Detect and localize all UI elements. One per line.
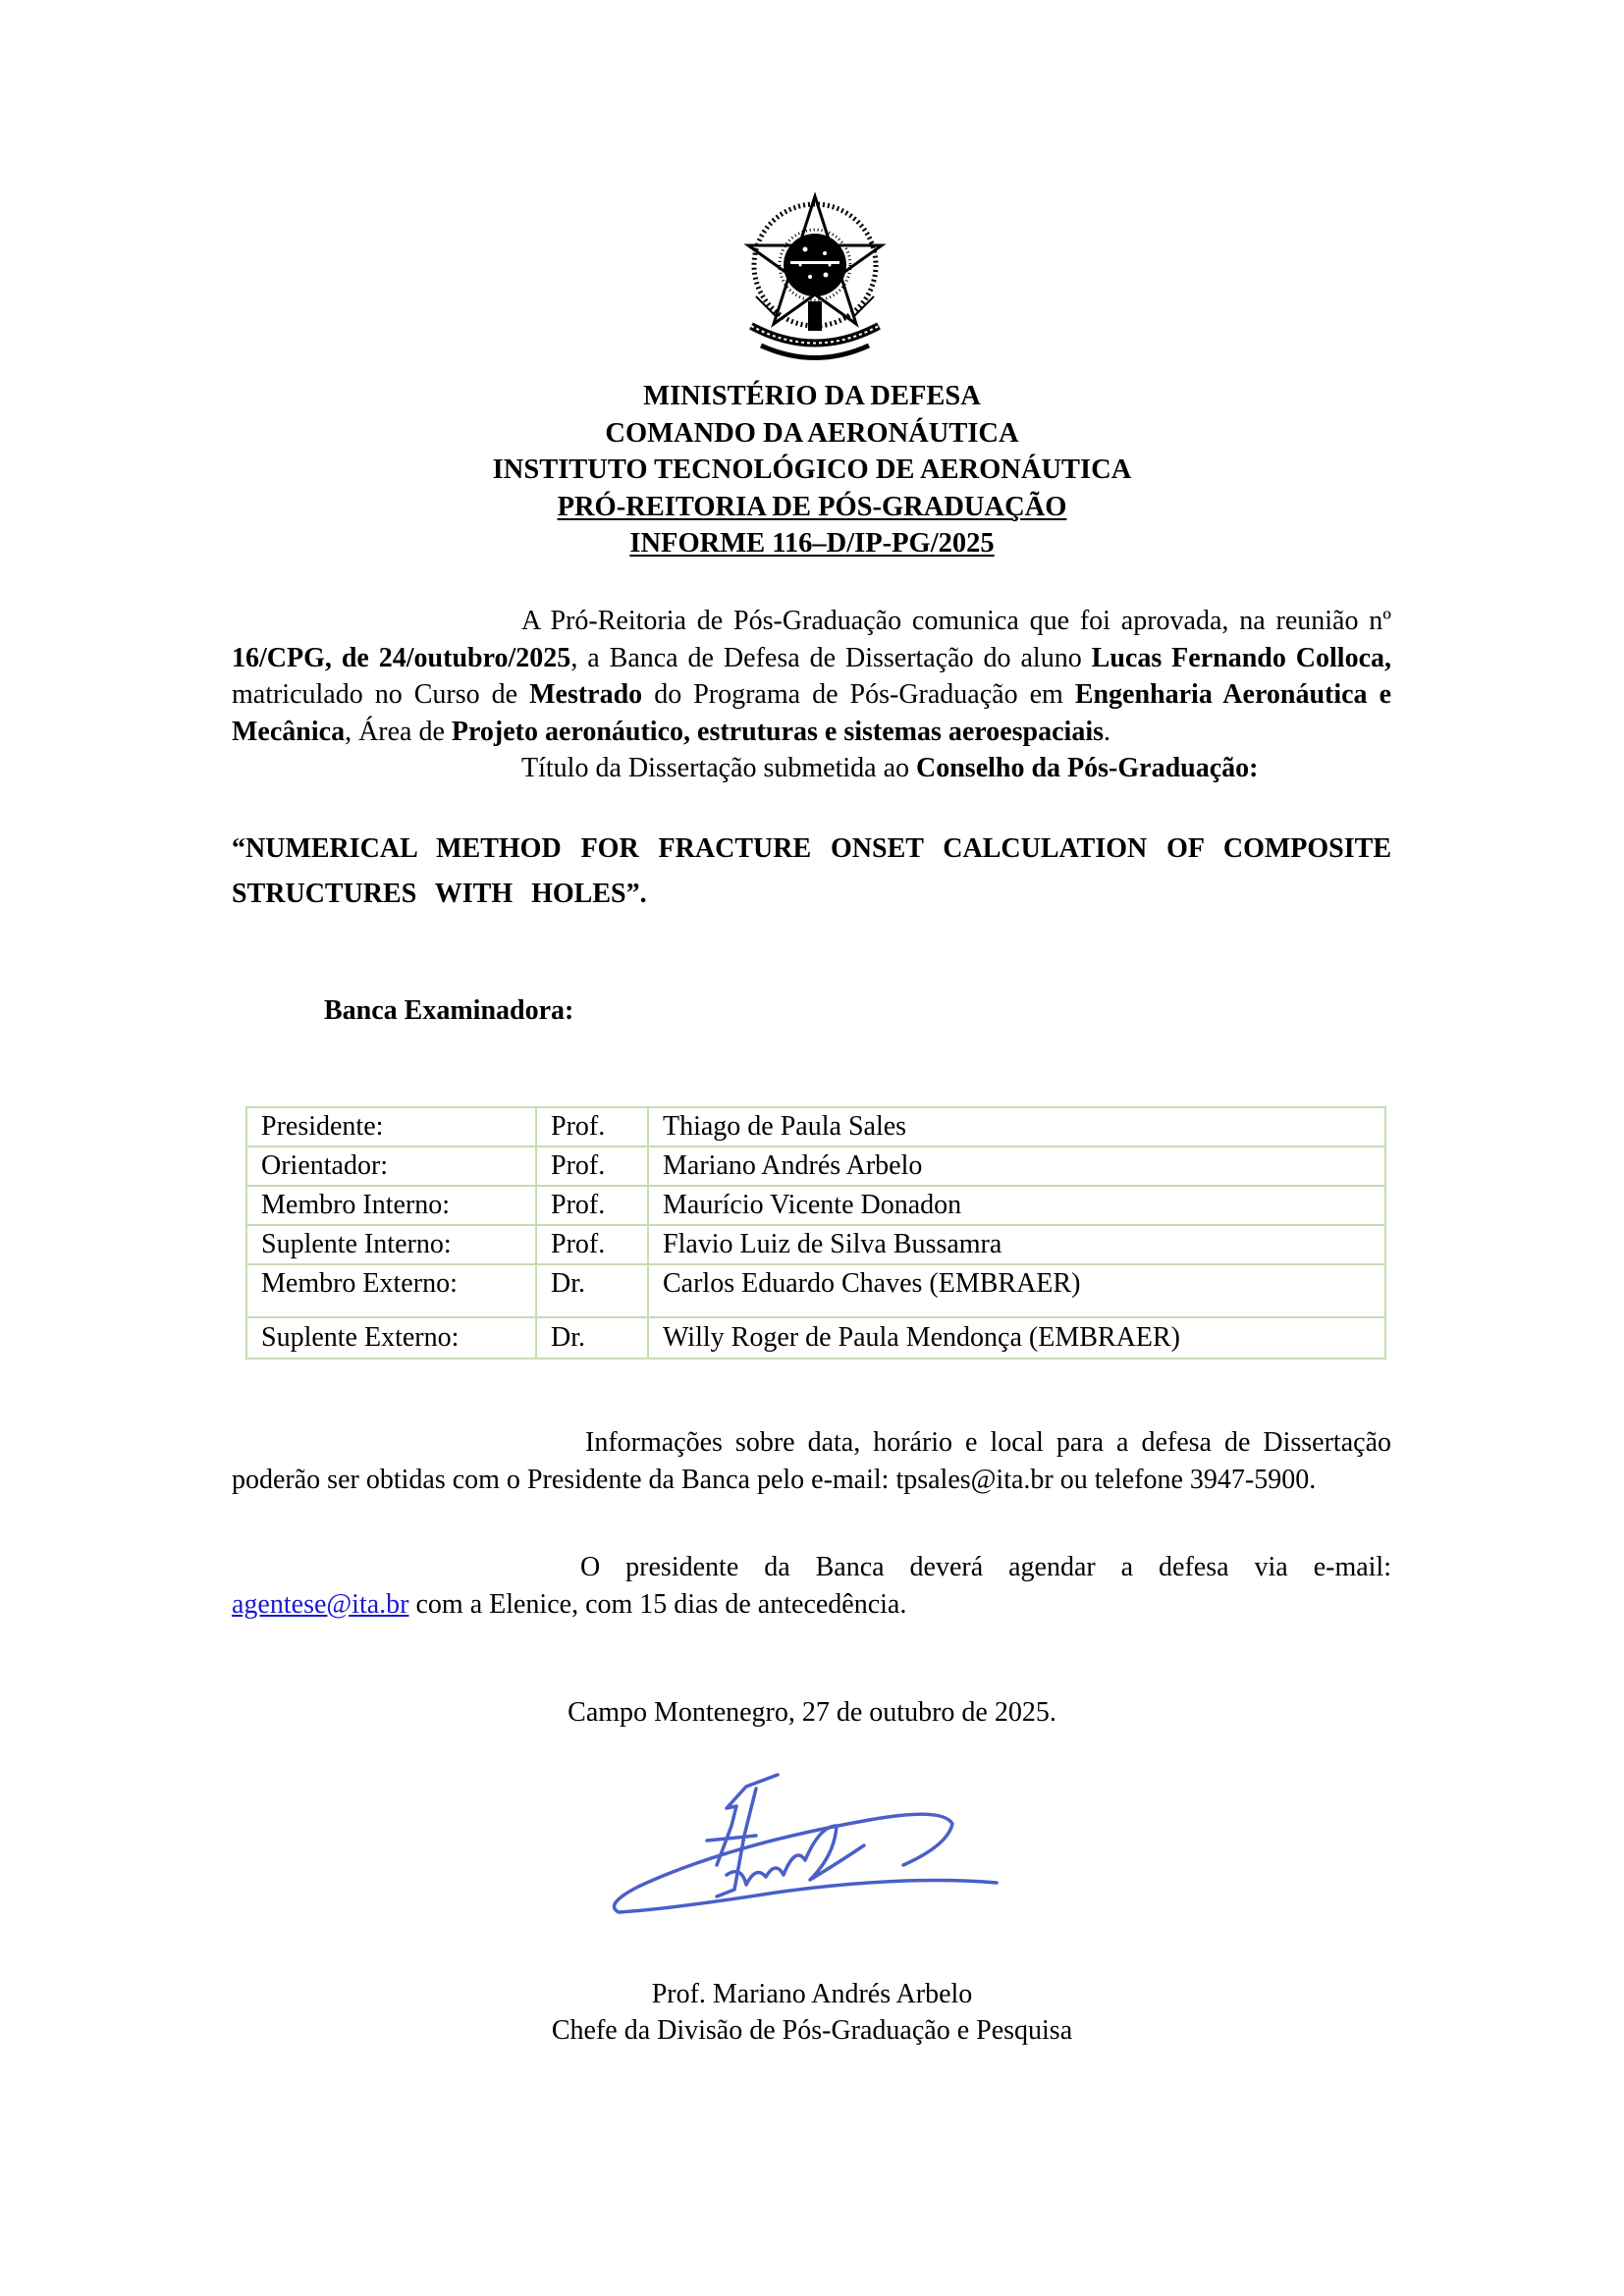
jury-title: Dr. bbox=[536, 1317, 648, 1359]
jury-label: Banca Examinadora: bbox=[324, 995, 574, 1026]
jury-name: Mariano Andrés Arbelo bbox=[648, 1147, 1385, 1186]
table-row bbox=[246, 1225, 1385, 1264]
jury-role: Orientador: bbox=[246, 1147, 536, 1186]
signer-block bbox=[0, 1976, 1624, 2049]
jury-role: Suplente Externo: bbox=[246, 1317, 536, 1359]
announcement-text: , Área de bbox=[345, 716, 452, 747]
brazil-coat-of-arms-icon bbox=[731, 188, 898, 370]
ministry-title: MINISTÉRIO DA DEFESA bbox=[643, 381, 981, 411]
announcement-text: A Pró-Reitoria de Pós-Graduação comunica que foi aprovada, na reunião nº bbox=[521, 606, 1391, 636]
course-name: Mestrado bbox=[529, 679, 643, 710]
jury-role: Membro Externo: bbox=[246, 1264, 536, 1317]
contact-info-paragraph: Informações sobre data, horário e local para a defesa de Dissertação poderão ser obtidas com o Presidente da Banca pelo e-mail: tpsales@ita.br ou telefone 3947-5900. bbox=[232, 1427, 1391, 1495]
command-title: COMANDO DA AERONÁUTICA bbox=[605, 417, 1019, 449]
table-row bbox=[246, 1317, 1385, 1359]
announcement-paragraph bbox=[232, 603, 1391, 787]
jury-role: Presidente: bbox=[246, 1107, 536, 1147]
jury-role: Membro Interno: bbox=[246, 1186, 536, 1225]
jury-table bbox=[245, 1106, 1386, 1360]
jury-name: Flavio Luiz de Silva Bussamra bbox=[648, 1225, 1385, 1264]
document-number: INFORME 116–D/IP-PG/2025 bbox=[629, 528, 995, 559]
jury-title: Dr. bbox=[536, 1264, 648, 1317]
meeting-reference: 16/CPG, de 24/outubro/2025 bbox=[232, 642, 571, 673]
announcement-text: do Programa de Pós-Graduação em bbox=[642, 679, 1075, 710]
jury-role: Suplente Interno: bbox=[246, 1225, 536, 1264]
document-header bbox=[0, 378, 1624, 562]
jury-name: Willy Roger de Paula Mendonça (EMBRAER) bbox=[648, 1317, 1385, 1359]
jury-title: Prof. bbox=[536, 1225, 648, 1264]
scheduling-paragraph bbox=[232, 1549, 1391, 1623]
announcement-text: . bbox=[1104, 716, 1110, 747]
announcement-text: matriculado no Curso de bbox=[232, 679, 530, 710]
scheduling-text-tail: com a Elenice, com 15 dias de antecedência. bbox=[408, 1588, 907, 1620]
area-name: Projeto aeronáutico, estruturas e sistemas aeroespaciais bbox=[451, 716, 1104, 747]
scheduling-text: O presidente da Banca deverá agendar a defesa via e-mail: bbox=[580, 1552, 1391, 1582]
jury-title: Prof. bbox=[536, 1107, 648, 1147]
jury-name: Thiago de Paula Sales bbox=[648, 1107, 1385, 1147]
council-name: Conselho da Pós-Graduação: bbox=[916, 753, 1259, 783]
department-title: PRÓ-REITORIA DE PÓS-GRADUAÇÃO bbox=[557, 491, 1067, 522]
signer-name: Prof. Mariano Andrés Arbelo bbox=[651, 1979, 973, 2009]
jury-title: Prof. bbox=[536, 1186, 648, 1225]
jury-title: Prof. bbox=[536, 1147, 648, 1186]
jury-name: Carlos Eduardo Chaves (EMBRAER) bbox=[648, 1264, 1385, 1317]
place-and-date: Campo Montenegro, 27 de outubro de 2025. bbox=[568, 1697, 1056, 1728]
table-row bbox=[246, 1186, 1385, 1225]
table-row bbox=[246, 1264, 1385, 1317]
title-intro-text: Título da Dissertação submetida ao bbox=[521, 753, 916, 783]
agentese-email-link[interactable]: agentese@ita.br bbox=[232, 1588, 409, 1620]
table-row bbox=[246, 1147, 1385, 1186]
signer-role: Chefe da Divisão de Pós-Graduação e Pesquisa bbox=[551, 2015, 1073, 2046]
table-row bbox=[246, 1107, 1385, 1147]
program-name: Engenharia Aeronáutica e Mecânica bbox=[232, 679, 1391, 747]
announcement-text: , a Banca de Defesa de Dissertação do aluno bbox=[570, 642, 1092, 673]
title-intro-line bbox=[232, 750, 1391, 787]
student-name: Lucas Fernando Colloca, bbox=[1091, 642, 1391, 673]
handwritten-signature-icon bbox=[609, 1767, 1011, 1929]
thesis-title: “NUMERICAL METHOD FOR FRACTURE ONSET CALCULATION OF COMPOSITE STRUCTURES WITH HOLES”. bbox=[232, 833, 1391, 909]
jury-name: Maurício Vicente Donadon bbox=[648, 1186, 1385, 1225]
institute-title: INSTITUTO TECNOLÓGICO DE AERONÁUTICA bbox=[492, 454, 1132, 485]
